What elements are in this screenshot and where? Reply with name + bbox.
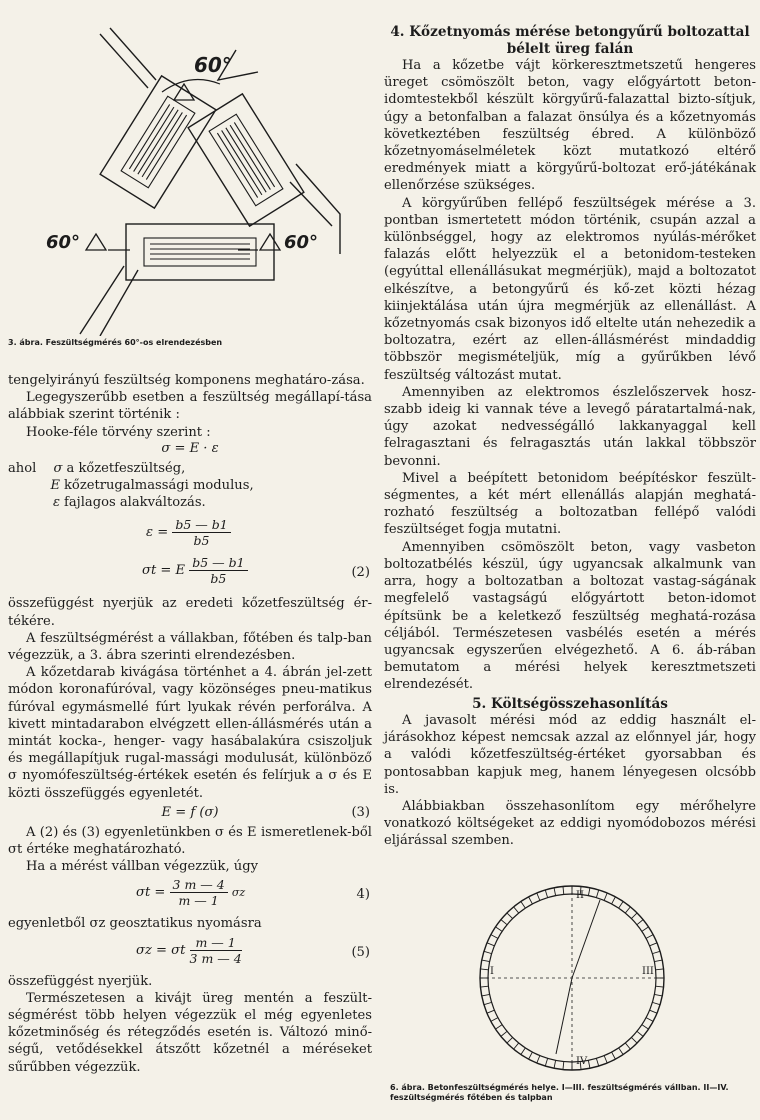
paragraph: Ha a mérést vállban végezzük, úgy (26, 859, 259, 875)
ring-segment-joint (554, 888, 556, 896)
def-symbol: σ (53, 460, 63, 476)
ring-segment-joint (588, 1060, 590, 1068)
ring-segment-joint (496, 1025, 503, 1029)
ring-segment-joint (484, 1002, 492, 1004)
equation-2 (8, 553, 372, 595)
ring-segment-joint (652, 951, 660, 953)
ring-segment-joint (507, 1037, 513, 1043)
paragraph: A (2) és (3) egyenletünkben σ és E ismeretlenek-ből σt értéke meghatározható. (8, 824, 372, 858)
ring-segment-joint (646, 1018, 653, 1022)
ring-segment-joint (501, 920, 507, 925)
ring-segment-joint (625, 907, 630, 913)
ring-segment-joint (545, 890, 547, 898)
triangle-right (260, 234, 280, 250)
eq-den: m — 1 (178, 893, 219, 909)
def-text: kőzetrugalmassági modulus, (64, 478, 254, 494)
ring-segment-joint (496, 927, 503, 931)
arm-bottom-left (80, 266, 124, 334)
def-text: fajlagos alakváltozás. (64, 495, 206, 511)
paragraph: Mivel a beépített betonidom beépítéskor feszült-ségmentes, a két mért ellenállás alapján meghatá-rozható feszültség a boltozatban fellépő valódi feszültséget fogja mutatni. (384, 470, 756, 538)
where-label: ahol (8, 460, 37, 476)
paragraph: tengelyirányú feszültség komponens meghatáro-zása. (8, 373, 365, 388)
angle-label-left: 60° (46, 232, 81, 253)
ring-segment-joint (491, 1018, 498, 1022)
ring-segment-joint (554, 1060, 556, 1068)
ring-segment-joint (604, 1056, 607, 1063)
paragraph: A javasolt mérési mód az eddig használt el-járásokhoz képest nemcsak azzal az előnnyel jár, hogy a valódi kőzetfeszültség-értéket gyorsabban és pontosabban kapjuk meg, hanem lényegesen olcsóbb is. (384, 713, 756, 797)
ring-segment-joint (642, 927, 649, 931)
ring-segment-joint (619, 1048, 623, 1055)
paragraph: A kőzetdarab kivágása történhet a 4. ábrán jel-zett módon koronafúróval, vagy közönséges pneu-matikus fúróval egymásmellé fúrt lyukak révén perforálva. A kivett mintadarabon elvégzett ellen-állásmérés után a mintát kocka-, henger- vagy hasábalakúra csiszoljuk és megállapítjuk rugal-massági modulusát, különböző σ nyomófeszültség-értékek esetén és felírjuk a σ és E közti összefüggés egyenletét. (8, 665, 372, 801)
ring-segment-joint (637, 1031, 643, 1036)
eq-den: 3 m — 4 (189, 950, 242, 966)
radius-line-2 (556, 978, 572, 1054)
ring-segment-joint (604, 893, 607, 900)
ring-segment-joint (637, 920, 643, 925)
ring-segment-joint (521, 1048, 525, 1055)
equation-strain (8, 513, 372, 553)
ring-segment-joint (612, 1052, 616, 1059)
eq-num: 3 m — 4 (172, 877, 225, 893)
ring-segment-joint (529, 1052, 533, 1059)
ring-segment-joint (514, 1043, 519, 1049)
figure-3-caption: 3. ábra. Feszültségmérés 60°-os elrendezésben (8, 338, 223, 347)
paragraph: összefüggést nyerjük az eredeti kőzetfeszültség ér-tékére. (8, 596, 372, 629)
ring-segment-joint (646, 935, 653, 939)
eq-lhs: σz = σt (136, 942, 186, 958)
paragraph: Amennyiben csömöszölt beton, vagy vasbeton boltozatbélés készül, úgy ugyancsak alkalmunk van arra, hogy a boltozatban a boltozat vastag-ságának megfelelő vastagságú előgyártott beton-idomot építsünk be a keletkező feszültség meghatá-rozása céljából. Természetesen vasbélés esetén a mérés ugyancsak egyszerűen elvégezhető. A 6. áb-rában bemutatom a mérési helyek keresztmetszeti elrendezését. (384, 539, 756, 693)
ring-segment-joint (612, 897, 616, 904)
left-body (8, 372, 372, 1076)
paragraph: A feszültségmérést a vállakban, főtében és talp-ban végezzük, a 3. ábra szerinti elrendezésben. (8, 630, 372, 664)
eq-num: b5 — b1 (192, 555, 245, 571)
equation-5 (8, 933, 372, 973)
definitions (8, 460, 372, 512)
ring-segment-joint (563, 1062, 564, 1070)
ring-segment-joint (537, 1056, 540, 1063)
ring-segment-joint (642, 1025, 649, 1029)
paragraph: Alábbiakban összehasonlítom egy mérőhelyre vonatkozó költségeket az eddigi nyomódobozos mérési eljárással szemben. (384, 799, 756, 849)
equation-text: σ = E · ε (161, 440, 219, 456)
ring-segment-joint (654, 960, 662, 962)
equation-number: (2) (351, 565, 370, 581)
ring-segment-joint (619, 902, 623, 909)
ring-segment-joint (482, 960, 490, 962)
ring-segment-joint (482, 994, 490, 996)
eq-rhs: σz (231, 886, 246, 900)
ring-segment-joint (631, 913, 637, 919)
angle-label-right: 60° (284, 232, 319, 253)
ring-segment-joint (596, 890, 598, 898)
ring-segment-joint (654, 994, 662, 996)
section-heading-5: 5. Költségösszehasonlítás (472, 695, 668, 712)
equation-text: E = f (σ) (161, 804, 219, 820)
label-IV: IV (576, 1056, 588, 1067)
eq-lhs: σt = (136, 885, 166, 901)
angle-label-top: 60° (194, 53, 232, 77)
equation-4 (8, 875, 372, 915)
def-symbol: E (50, 478, 60, 494)
label-II: II (576, 890, 584, 901)
right-body (384, 24, 756, 850)
ring-segment-joint (480, 969, 488, 970)
ring-segment-joint (521, 902, 525, 909)
eq-den: b5 (210, 571, 227, 587)
ring-segment-joint (588, 888, 590, 896)
ring-segment-joint (507, 913, 513, 919)
ring-segment-joint (656, 969, 664, 970)
triangle-left (86, 234, 106, 250)
equation-3 (8, 805, 372, 824)
equation-number: 4) (356, 887, 370, 903)
ring-segment-joint (596, 1058, 598, 1066)
equation-number: (3) (351, 804, 370, 820)
paragraph: Természetesen a kivájt üreg mentén a feszült-ségmérést több helyen végezzük el még egyenletes kőzetminőség és rétegződés esetén is. Változó minő-ségű, vetődésekkel átszőtt kőzetnél a méréseket sűrűbben végezzük. (8, 990, 372, 1075)
figure-6-caption: 6. ábra. Betonfeszültségmérés helye. I—III. feszültségmérés vállban. II—IV. feszültségmérés főtében és talpban (390, 1083, 729, 1102)
figure-3-strain-gauge-rosette (40, 14, 360, 336)
equation-hooke (8, 441, 372, 460)
eq-num: b5 — b1 (175, 517, 228, 533)
eq-lhs: σt = E (142, 563, 186, 579)
gauge-bottom (126, 224, 274, 280)
ring-segment-joint (625, 1043, 630, 1049)
section-heading-4: 4. Kőzetnyomás mérése betongyűrű boltozattal bélelt üreg falán (390, 24, 750, 57)
radius-line (572, 900, 600, 978)
triangle-top (174, 84, 194, 100)
ring-segment-joint (650, 943, 657, 946)
ring-segment-joint (537, 893, 540, 900)
ring-segment-joint (529, 897, 533, 904)
ring-segment-joint (480, 986, 488, 987)
def-text: a kőzetfeszültség, (66, 460, 186, 476)
paragraph: Ha a kőzetbe vájt körkeresztmetszetű hengeres üreget csömöszölt beton, vagy előgyártott beton-idomtestekből készült körgyűrű-falazattal bizto-sítjuk, úgy a betonfalban a falazat önsúlya és a kőzetnyomás következtében feszültség ébred. A különböző kőzetnyomáselméletek közt mutatkozó eltérő eredmények miatt a körgyűrű-boltozat erő-játékának ellenőrzése szükséges. (384, 58, 756, 194)
gauge-right (188, 94, 304, 226)
paragraph: A körgyűrűben fellépő feszültségek mérése a 3. pontban ismertetett módon történik, csupán azzal a különbséggel, hogy az elektromos nyúlás-mérőket falazás előtt helyezzük el a betonidom-testeken (egyúttal ellenállásukat megmérjük), majd a boltozatot elkészítve, a betongyűrű és kő-zet közti hézag kiinjektálása után újra megmérjük az ellenállást. A kőzetnyomás csak bizonyos idő eltelte után nehezedik a boltozatra, ezért az ellen-állásmérést mindaddig többször megismételjük, míg a gyűrűkben lévő feszültség változást mutat. (384, 195, 756, 383)
ring-segment-joint (650, 1010, 657, 1013)
ring-segment-joint (545, 1058, 547, 1066)
ring-segment-joint (563, 886, 564, 894)
ring-segment-joint (484, 951, 492, 953)
paragraph: Hooke-féle törvény szerint : (26, 424, 211, 440)
paragraph: Amennyiben az elektromos észlelőszervek hosz-szabb ideig ki vannak téve a levegő páratartalmá-nak, úgy azokat nedvességálló lakkanyaggal kell felragasztani és felragasztás után lakkal többször bevonni. (384, 384, 756, 469)
ring-segment-joint (487, 943, 494, 946)
arm-top-left (100, 34, 148, 88)
ring-segment-joint (501, 1031, 507, 1036)
eq-num: m — 1 (195, 934, 236, 950)
eq-lhs: ε = (146, 525, 169, 541)
equation-number: (5) (351, 944, 370, 960)
ring-segment-joint (487, 1010, 494, 1013)
ring-segment-joint (491, 935, 498, 939)
ring-segment-joint (514, 907, 519, 913)
ring-segment-joint (656, 986, 664, 987)
label-III: III (642, 966, 654, 977)
figure-6-ring-cross-section (472, 878, 672, 1078)
gauge-left (100, 76, 216, 208)
def-symbol: ε (52, 495, 60, 511)
ring-segment-joint (652, 1002, 660, 1004)
paragraph: egyenletből σz geosztatikus nyomásra (8, 916, 262, 932)
ring-segment-joint (631, 1037, 637, 1043)
label-I: I (490, 966, 494, 977)
paragraph: Legegyszerűbb esetben a feszültség megállapí-tása alábbiak szerint történik : (8, 390, 372, 423)
eq-den: b5 (193, 533, 210, 549)
paragraph: összefüggést nyerjük. (8, 973, 153, 989)
